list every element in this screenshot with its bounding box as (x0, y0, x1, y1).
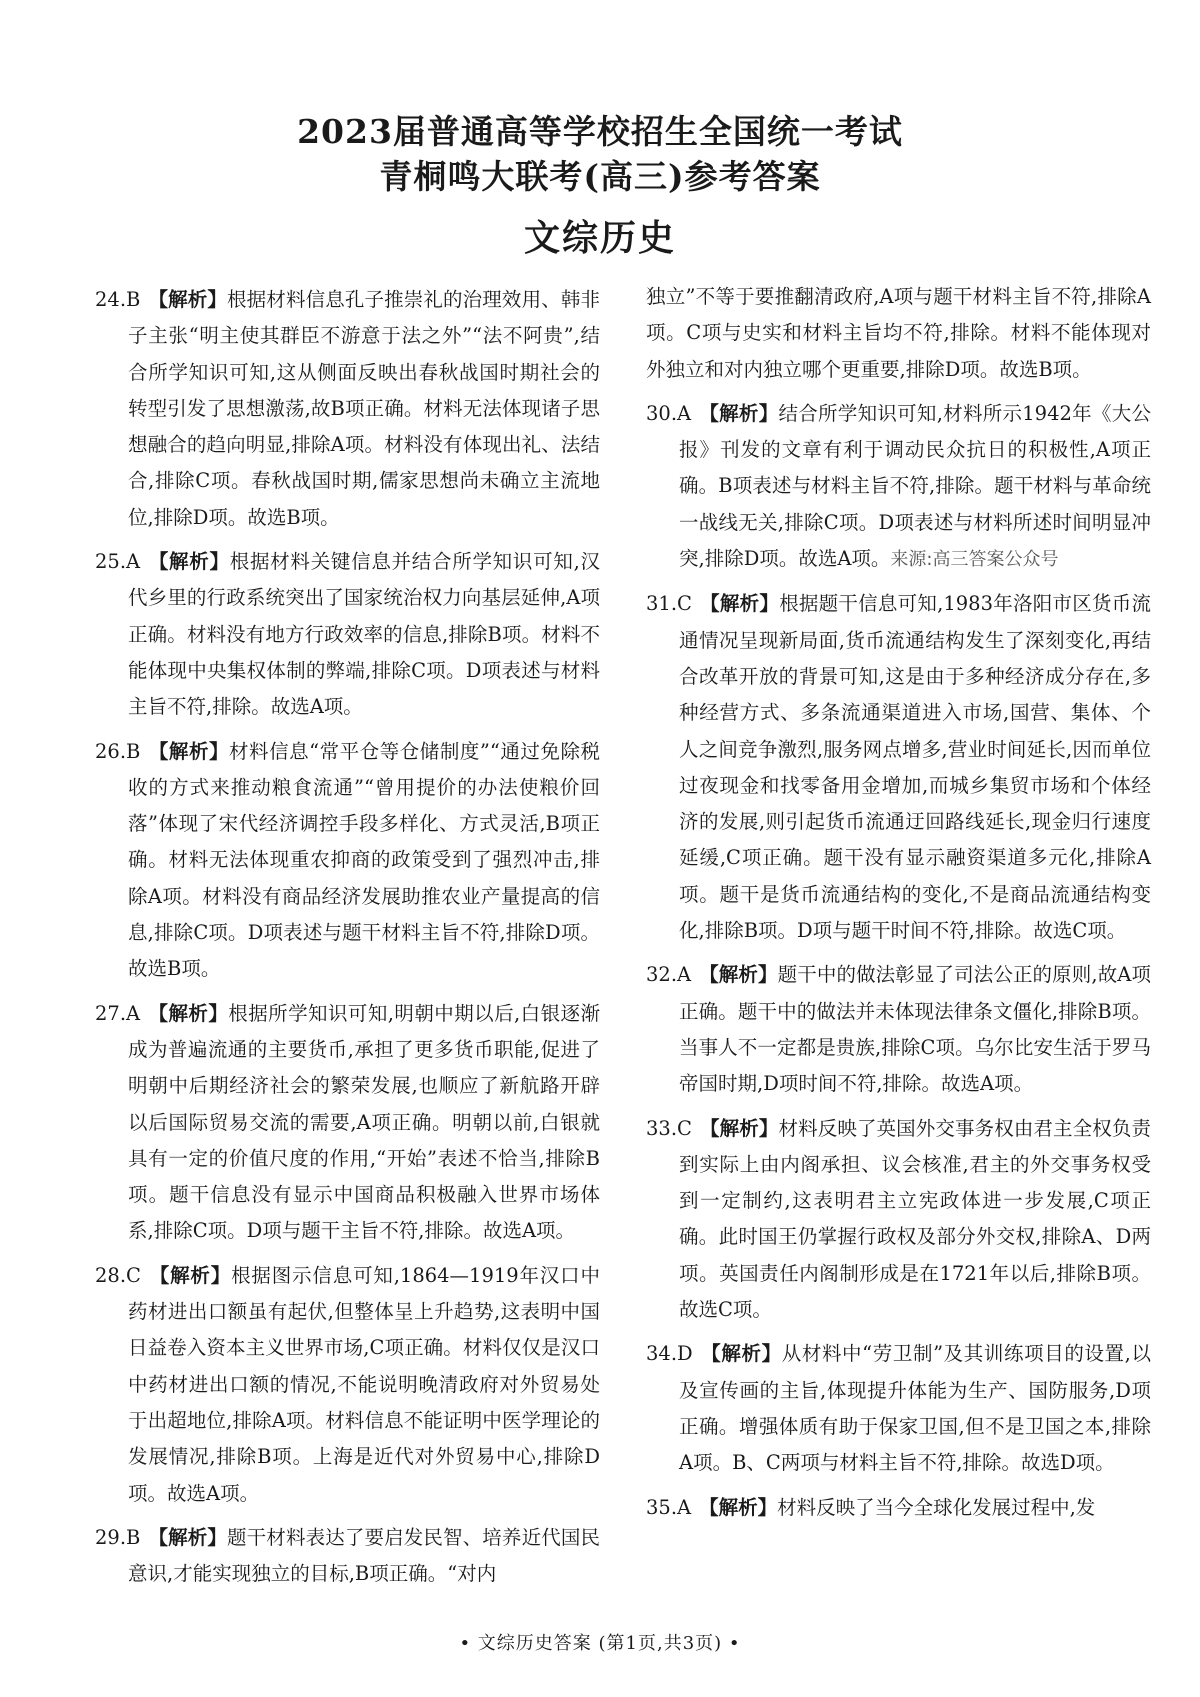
analysis-tag: 【解析】 (699, 592, 780, 616)
analysis-tag: 【解析】 (148, 288, 228, 311)
analysis-tag: 【解析】 (148, 1001, 229, 1025)
analysis-tag: 【解析】 (148, 739, 230, 763)
answer-number: 25.A (95, 550, 141, 574)
right-column (646, 279, 1151, 1534)
answer-number: 30.A (646, 401, 692, 425)
left-column (95, 282, 600, 1600)
answer-number: 28.C (95, 1263, 141, 1287)
answer-text: 材料信息“常平仓等仓储制度”“通过免除税收的方式来推动粮食流通”“曾用提价的办法使粮价回落”体现了宋代经济调控手段多样化、方式灵活,B项正确。材料无法体现重农抑商的政策受到了强烈冲击,排除A项。材料没有商品经济发展助推农业产量提高的信息,排除C项。D项表述与题干材料主旨不符,排除D项。故选B项。 (128, 739, 600, 981)
analysis-tag: 【解析】 (700, 1342, 782, 1366)
subject-title: 文综历史 (523, 217, 676, 259)
answer-text: 材料反映了当今全球化发展过程中,发 (777, 1495, 1096, 1519)
answer-text: 材料反映了英国外交事务权由君主全权负责到实际上由内阁承担、议会核准,君主的外交事务权受到一定制约,这表明君主立宪政体进一步发展,C项正确。此时国王仍掌握行政权及部分外交权,排除A、D两项。英国责任内阁制形成是在1721年以后,排除B项。故选C项。 (679, 1116, 1151, 1322)
exam-title: 2023届普通高等学校招生全国统一考试 (297, 112, 903, 151)
answer-text: 从材料中“劳卫制”及其训练项目的设置,以及宣传画的主旨,体现提升体能为生产、国防服务,D项正确。增强体质有助于保家卫国,但不是卫国之本,排除A项。B、C两项与材料主旨不符,排除。故选D项。 (679, 1342, 1151, 1475)
analysis-tag: 【解析】 (148, 550, 230, 574)
analysis-tag: 【解析】 (148, 1525, 228, 1549)
answer-number: 26.B (95, 739, 141, 763)
answer-item (646, 1490, 1151, 1526)
answer-item (95, 996, 600, 1250)
analysis-tag: 【解析】 (699, 401, 779, 425)
answer-number: 27.A (95, 1001, 141, 1025)
answer-item (646, 396, 1151, 578)
page-footer: • 文综历史答案 (第1页,共3页) • (459, 1633, 741, 1654)
answer-item (646, 957, 1151, 1102)
answer-text: 根据图示信息可知,1864—1919年汉口中药材进出口额虽有起伏,但整体呈上升趋势,这表明中国日益卷入资本主义世界市场,C项正确。材料仅仅是汉口中药材进出口额的情况,不能说明晚清政府对外贸易处于出超地位,排除A项。材料信息不能证明中医学理论的发展情况,排除B项。上海是近代对外贸易中心,排除D项。故选A项。 (128, 1263, 600, 1505)
answer-number: 33.C (646, 1116, 692, 1140)
answer-text: 根据材料关键信息并结合所学知识可知,汉代乡里的行政系统突出了国家统治权力向基层延伸,A项正确。材料没有地方行政效率的信息,排除B项。材料不能体现中央集权体制的弊端,排除C项。D项表述与材料主旨不符,排除。故选A项。 (128, 550, 600, 719)
answer-item (95, 1520, 600, 1593)
answer-item (95, 1258, 600, 1512)
source-note: 来源:高三答案公众号 (890, 549, 1059, 571)
answer-item (646, 586, 1151, 949)
answer-item (95, 282, 600, 536)
answer-number: 29.B (95, 1525, 141, 1549)
answer-number: 32.A (646, 963, 692, 987)
exam-subtitle: 青桐鸣大联考(高三)参考答案 (379, 157, 821, 196)
answer-number: 31.C (646, 592, 692, 616)
answer-text: 结合所学知识可知,材料所示1942年《大公报》刊发的文章有利于调动民众抗日的积极性,A项正确。B项表述与材料主旨不符,排除。题干材料与革命统一战线无关,排除C项。D项表述与材料所述时间明显冲突,排除D项。故选A项。 (679, 401, 1151, 571)
answer-number: 24.B (95, 288, 141, 311)
analysis-tag: 【解析】 (699, 963, 778, 987)
answer-text: 根据题干信息可知,1983年洛阳市区货币流通情况呈现新局面,货币流通结构发生了深刻变化,再结合改革开放的背景可知,这是由于多种经济成分存在,多种经营方式、多条流通渠道进入市场,国营、集体、个人之间竞争激烈,服务网点增多,营业时间延长,因而单位过夜现金和找零备用金增加,而城乡集贸市场和个体经济的发展,则引起货币流通迂回路线延长,现金归行速度延缓,C项正确。题干没有显示融资渠道多元化,排除A项。题干是货币流通结构的变化,不是商品流通结构变化,排除B项。D项与题干时间不符,排除。故选C项。 (679, 592, 1151, 943)
analysis-tag: 【解析】 (699, 1116, 779, 1140)
analysis-tag: 【解析】 (148, 1263, 232, 1287)
answer-text: 题干材料表达了要启发民智、培养近代国民意识,才能实现独立的目标,B项正确。“对内 (128, 1525, 600, 1586)
answer-item (95, 734, 600, 988)
answer-continuation: 独立”不等于要推翻清政府,A项与题干材料主旨不符,排除A项。C项与史实和材料主旨均不符,排除。材料不能体现对外独立和对内独立哪个更重要,排除D项。故选B项。 (646, 285, 1151, 381)
answer-text: 根据所学知识可知,明朝中期以后,白银逐渐成为普遍流通的主要货币,承担了更多货币职能,促进了明朝中后期经济社会的繁荣发展,也顺应了新航路开辟以后国际贸易交流的需要,A项正确。明朝以前,白银就具有一定的价值尺度的作用,“开始”表述不恰当,排除B项。题干信息没有显示中国商品积极融入世界市场体系,排除C项。D项与题干主旨不符,排除。故选A项。 (128, 1001, 600, 1243)
answer-item (646, 1111, 1151, 1329)
answer-item (646, 1336, 1151, 1481)
analysis-tag: 【解析】 (699, 1495, 778, 1519)
answer-number: 34.D (646, 1342, 693, 1366)
page-header (0, 110, 1200, 268)
answer-text: 题干中的做法彰显了司法公正的原则,故A项正确。题干中的做法并未体现法律条文僵化,排除B项。当事人不一定都是贵族,排除C项。乌尔比安生活于罗马帝国时期,D项时间不符,排除。故选A项。 (679, 963, 1151, 1096)
answer-item (95, 544, 600, 725)
answer-number: 35.A (646, 1495, 692, 1519)
answer-text: 根据材料信息孔子推崇礼的治理效用、韩非子主张“明主使其群臣不游意于法之外”“法不阿贵”,结合所学知识可知,这从侧面反映出春秋战国时期社会的转型引发了思想激荡,故B项正确。材料无法体现诸子思想融合的趋向明显,排除A项。材料没有体现出礼、法结合,排除C项。春秋战国时期,儒家思想尚未确立主流地位,排除D项。故选B项。 (128, 288, 600, 529)
